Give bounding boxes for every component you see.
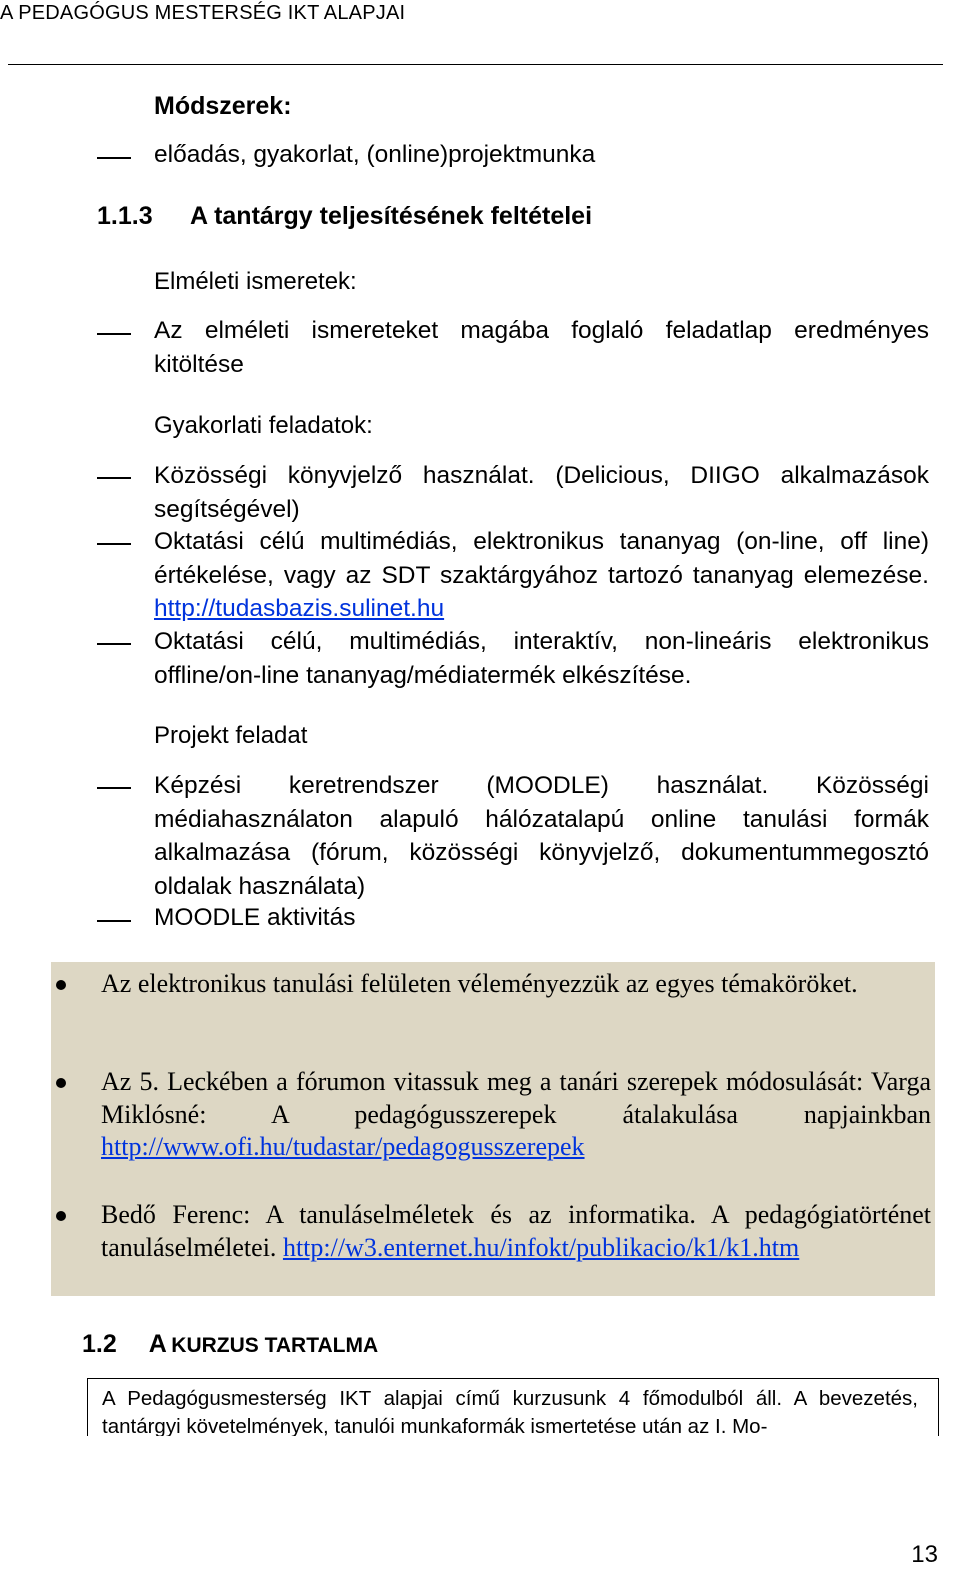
practice-item-2 [154, 525, 929, 626]
course-content-box [87, 1378, 939, 1436]
highlight-item-3 [101, 1199, 931, 1264]
dash-bullet [97, 787, 131, 789]
practice-item-1: Közösségi könyvjelző használat. (Delicious, DIIGO alkalmazások segítségével) [154, 462, 929, 523]
running-header: A PEDAGÓGUS MESTERSÉG IKT ALAPJAI [0, 2, 406, 24]
section-title-rest: KURZUS TARTALMA [171, 1334, 379, 1357]
project-heading: Projekt feladat [154, 722, 308, 749]
enternet-link[interactable]: http://w3.enternet.hu/infokt/publikacio/k1/k1.htm [282, 1232, 800, 1262]
subsection-title: A tantárgy teljesítésének feltételei [190, 202, 593, 230]
course-content-text: A Pedagógusmesterség IKT alapjai című kurzusunk 4 főmodulból áll. A bevezetés, tantárgyi követelmények, tanulói munkaformák ismertetése után az I. Mo- [102, 1387, 918, 1436]
highlight-item-2-text: Az 5. Leckében a fórumon vitassuk meg a tanári szerepek módosulását: Varga Miklósné: A pedagógusszerepek átalakulása napjainkban [101, 1067, 931, 1129]
header-divider [8, 64, 943, 65]
section-heading [82, 1330, 378, 1359]
section-number: 1.2 [82, 1330, 117, 1358]
ofi-link[interactable]: http://www.ofi.hu/tudastar/pedagogusszerepek [101, 1132, 585, 1161]
theory-item-1: Az elméleti ismereteket magába foglaló feladatlap eredményes kitöltése [154, 317, 929, 378]
dash-bullet [97, 157, 131, 159]
subsection-number: 1.1.3 [97, 202, 153, 230]
dash-bullet [97, 477, 131, 479]
section-title-cap: A [148, 1330, 167, 1358]
theory-heading: Elméleti ismeretek: [154, 268, 357, 295]
bullet-icon [56, 1078, 66, 1088]
tudasbazis-link[interactable]: http://tudasbazis.sulinet.hu [154, 595, 445, 622]
highlight-item-2 [101, 1066, 931, 1164]
dash-bullet [97, 543, 131, 545]
dash-bullet [97, 333, 131, 335]
dash-bullet [97, 920, 131, 922]
page-number: 13 [911, 1541, 938, 1568]
methods-item: előadás, gyakorlat, (online)projektmunka [154, 141, 596, 168]
practice-heading: Gyakorlati feladatok: [154, 412, 373, 439]
project-item-1: Képzési keretrendszer (MOODLE) használat. Közösségi médiahasználaton alapuló hálózatalapú online tanulási formák alkalmazása (fórum, közösségi könyvjelző, dokumentummegosztó oldalak használata) [154, 772, 929, 900]
highlight-item-1: Az elektronikus tanulási felületen véleményezzük az egyes témaköröket. [101, 969, 858, 998]
highlight-item-3-text: Bedő Ferenc: A tanuláselméletek és az informatika. A pedagógiatörténet tanuláselméletei. [101, 1200, 931, 1262]
bullet-icon [56, 1211, 66, 1221]
project-item-2: MOODLE aktivitás [154, 904, 356, 931]
bullet-icon [56, 980, 66, 990]
methods-heading: Módszerek: [154, 92, 292, 120]
practice-item-3: Oktatási célú, multimédiás, interaktív, non-lineáris elektronikus offline/on-line tananyag/médiatermék elkészítése. [154, 628, 929, 689]
practice-item-2-text: Oktatási célú multimédiás, elektronikus tananyag (on-line, off line) értékelése, vagy az SDT szaktárgyához tartozó tananyag elemezése. [154, 528, 929, 589]
dash-bullet [97, 643, 131, 645]
